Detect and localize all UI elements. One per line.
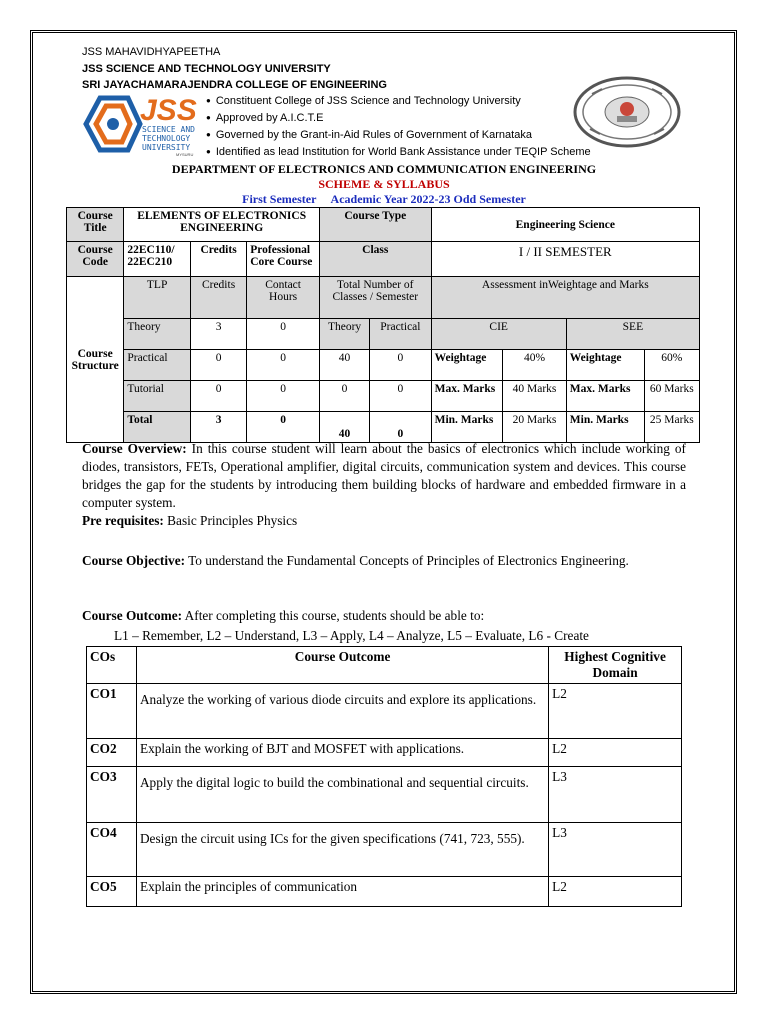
department-title: DEPARTMENT OF ELECTRONICS AND COMMUNICATION ENGINEERING [171, 162, 597, 176]
svg-text:UNIVERSITY: UNIVERSITY [142, 143, 191, 152]
class-label: Class [319, 242, 431, 277]
cie-label: Max. Marks [431, 381, 503, 412]
objective-text: To understand the Fundamental Concepts of Principles of Electronics Engineering. [185, 553, 629, 568]
co-header: COs [87, 647, 137, 684]
contact-cell: 0 [247, 350, 320, 381]
co-id: CO5 [87, 877, 137, 907]
col-contact-hours: Contact Hours [247, 277, 320, 319]
course-type-label: Course Type [319, 208, 431, 242]
co-text: Analyze the working of various diode circuits and explore its applications. [136, 684, 548, 739]
contact-cell: 0 [247, 412, 320, 443]
prerequisites [82, 512, 686, 530]
svg-text:MYSURU: MYSURU [176, 152, 194, 157]
prereq-label: Pre requisites: [82, 513, 164, 528]
course-code: 22EC110/ 22EC210 [124, 242, 191, 277]
see-label: Max. Marks [566, 381, 644, 412]
co-text: Explain the principles of communication [136, 877, 548, 907]
cie-value: 40 Marks [503, 381, 567, 412]
course-code-label: Course Code [67, 242, 124, 277]
co-text: Design the circuit using ICs for the given specifications (741, 723, 555). [136, 823, 548, 877]
contact-cell: 0 [247, 319, 320, 350]
tlp-cell: Practical [124, 350, 191, 381]
practical-cell: 0 [370, 350, 431, 381]
header-line-1: JSS MAHAVIDHYAPEETHA [82, 46, 221, 58]
college-seal [572, 74, 682, 150]
cie-label: Weightage [431, 350, 503, 381]
col-tlp: TLP [124, 277, 191, 319]
see-header: SEE [566, 319, 699, 350]
co-id: CO2 [87, 739, 137, 767]
see-value: 60 Marks [644, 381, 699, 412]
course-class: I / II SEMESTER [431, 242, 699, 277]
course-objective [82, 552, 686, 570]
co-level: L3 [549, 767, 682, 823]
outcome-intro: After completing this course, students should be able to: [182, 608, 485, 623]
credits-cell: 0 [190, 381, 246, 412]
course-category: Professional Core Course [247, 242, 320, 277]
tlp-cell: Tutorial [124, 381, 191, 412]
cie-header: CIE [431, 319, 566, 350]
col-assessment: Assessment inWeightage and Marks [431, 277, 699, 319]
co-id: CO3 [87, 767, 137, 823]
course-type: Engineering Science [431, 208, 699, 242]
bullet-item: ● Constituent College of JSS Science and Technology University [206, 93, 591, 110]
co-id: CO4 [87, 823, 137, 877]
contact-cell: 0 [247, 381, 320, 412]
co-level: L2 [549, 739, 682, 767]
svg-text:JSS: JSS [140, 94, 197, 127]
prereq-text: Basic Principles Physics [163, 513, 298, 528]
theory-header: Theory [319, 319, 369, 350]
header-line-2: JSS SCIENCE AND TECHNOLOGY UNIVERSITY [82, 63, 331, 75]
theory-cell: 40 [319, 412, 369, 443]
co-id: CO1 [87, 684, 137, 739]
tlp-cell: Total [124, 412, 191, 443]
svg-text:TECHNOLOGY: TECHNOLOGY [142, 134, 191, 143]
col-credits: Credits [190, 277, 246, 319]
course-info-table [66, 207, 700, 443]
cie-value: 20 Marks [503, 412, 567, 443]
overview-label: Course Overview: [82, 441, 187, 456]
outcome-label: Course Outcome: [82, 608, 183, 623]
practical-header: Practical [370, 319, 431, 350]
bullet-item: ● Governed by the Grant-in-Aid Rules of Government of Karnataka [206, 127, 591, 144]
co-text: Apply the digital logic to build the combinational and sequential circuits. [136, 767, 548, 823]
bullet-item: ● Approved by A.I.C.T.E [206, 110, 591, 127]
course-outcome [82, 607, 686, 625]
bullet-item: ● Identified as lead Institution for World Bank Assistance under TEQIP Scheme [206, 144, 591, 161]
see-value: 60% [644, 350, 699, 381]
co-level: L2 [549, 684, 682, 739]
see-label: Min. Marks [566, 412, 644, 443]
credits-cell: 0 [190, 350, 246, 381]
jss-logo [82, 90, 202, 158]
domain-header: Highest Cognitive Domain [549, 647, 682, 684]
course-outcome-table [86, 646, 682, 907]
see-value: 25 Marks [644, 412, 699, 443]
co-text: Explain the working of BJT and MOSFET with applications. [136, 739, 548, 767]
col-total-classes: Total Number of Classes / Semester [319, 277, 431, 319]
practical-cell: 0 [370, 381, 431, 412]
semester-line: First Semester Academic Year 2022-23 Odd Semester [242, 192, 526, 206]
see-label: Weightage [566, 350, 644, 381]
theory-cell: 0 [319, 381, 369, 412]
tlp-cell: Theory [124, 319, 191, 350]
co-level: L2 [549, 877, 682, 907]
practical-cell: 0 [370, 412, 431, 443]
credits-cell: 3 [190, 319, 246, 350]
overview-text: In this course student will learn about the basics of electronics which include working of diodes, transistors, FETs, Operational amplifier, digital circuits, communication system and devices. This course bridges the gap for the students by introducing them building blocks of hardware and embedded firmware in a computer system. [82, 441, 686, 510]
scheme-title: SCHEME & SYLLABUS [318, 177, 450, 191]
course-structure-label: Course Structure [67, 277, 124, 443]
header-line-3: SRI JAYACHAMARAJENDRA COLLEGE OF ENGINEERING [82, 79, 387, 91]
credits-label: Credits [190, 242, 246, 277]
svg-text:SCIENCE AND: SCIENCE AND [142, 125, 195, 134]
bloom-levels: L1 – Remember, L2 – Understand, L3 – Apply, L4 – Analyze, L5 – Evaluate, L6 - Create [114, 628, 589, 643]
course-title: ELEMENTS OF ELECTRONICS ENGINEERING [124, 208, 320, 242]
college-bullets [206, 93, 591, 161]
credits-cell: 3 [190, 412, 246, 443]
theory-cell: 40 [319, 350, 369, 381]
cie-value: 40% [503, 350, 567, 381]
course-overview [82, 440, 686, 512]
outcome-header: Course Outcome [136, 647, 548, 684]
course-title-label: Course Title [67, 208, 124, 242]
objective-label: Course Objective: [82, 553, 186, 568]
cie-label: Min. Marks [431, 412, 503, 443]
co-level: L3 [549, 823, 682, 877]
